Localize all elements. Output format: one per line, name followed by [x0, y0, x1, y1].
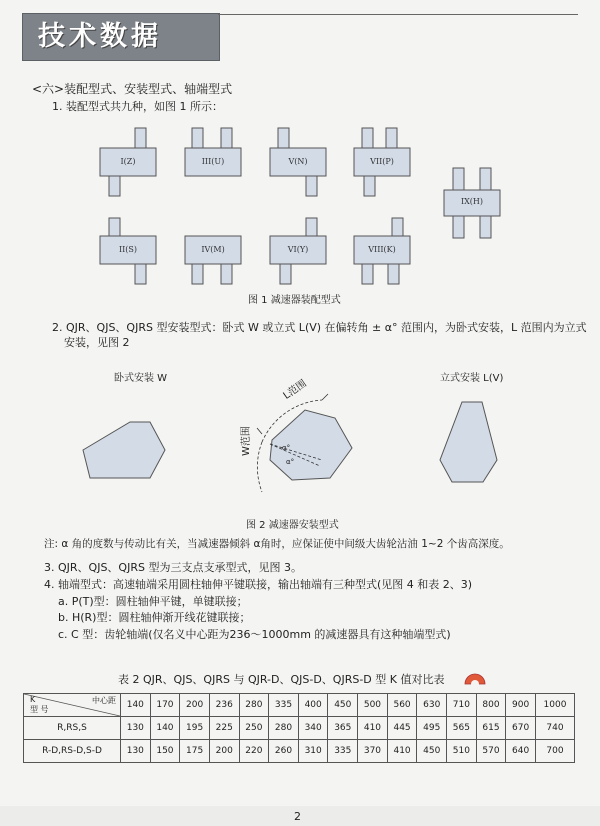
k-value-table — [23, 693, 575, 763]
shaft — [278, 128, 289, 148]
shaft — [453, 168, 464, 190]
header-cell: 335 — [269, 694, 299, 717]
item-4b-text: b. H(R)型：圆柱轴伸渐开线花键联接； — [58, 611, 251, 624]
shaft — [362, 264, 373, 284]
header-cell: 450 — [328, 694, 358, 717]
table-cell: 200 — [209, 740, 239, 763]
item-4c-text: c. C 型：齿轮轴端(仅名义中心距为236～1000mm 的减速器具有这种轴端型式) — [58, 628, 451, 641]
header-cell: 1000 — [535, 694, 574, 717]
table-cell: 565 — [447, 717, 477, 740]
header-cell: 500 — [358, 694, 388, 717]
fig1-label-7: IV(M) — [201, 245, 225, 254]
item-3-text: 3. QJR、QJS、QJRS 型为三支点支承型式，见图 3。 — [44, 561, 302, 574]
shaft — [362, 128, 373, 148]
header-cell: 630 — [417, 694, 447, 717]
fig1-label-9: VIII(K) — [368, 245, 396, 254]
fig1-label-6: II(S) — [118, 245, 138, 254]
table-cell: 130 — [121, 740, 151, 763]
header-cell: 236 — [209, 694, 239, 717]
item-4-text: 4. 轴端型式：高速轴端采用圆柱轴伸平键联接，输出轴端有三种型式(见图 4 和表 2、3) — [44, 578, 473, 591]
header-rule — [218, 14, 578, 15]
table-header-row — [24, 694, 575, 717]
table-cell: 150 — [150, 740, 180, 763]
fig1-label-8: VI(Y) — [287, 245, 309, 254]
fig1-label-4: VII(P) — [370, 157, 394, 166]
shaft — [135, 264, 146, 284]
shaft — [306, 218, 317, 236]
shaft — [280, 264, 291, 284]
table-cell: 670 — [506, 717, 536, 740]
table-cell: 450 — [417, 740, 447, 763]
figure-2-caption: 图 2 减速器安装型式 — [246, 520, 339, 531]
header-cell: 280 — [239, 694, 269, 717]
horizontal-gearbox-shape — [83, 422, 165, 478]
header-cell: 900 — [506, 694, 536, 717]
corner-top-label: 中心距 — [92, 696, 116, 705]
range-arc — [257, 442, 262, 492]
table-cell: 195 — [180, 717, 210, 740]
fig1-label-3: V(N) — [288, 157, 308, 166]
item-1-text: 1. 装配型式共九种，如图 1 所示： — [52, 100, 223, 113]
table-cell: 335 — [328, 740, 358, 763]
table-cell: 250 — [239, 717, 269, 740]
table-cell: 570 — [476, 740, 506, 763]
fig1-label-2: III(U) — [201, 157, 225, 166]
corner-k-label: K — [30, 695, 36, 704]
shaft — [306, 176, 317, 196]
item-2-line-1: 2. QJR、QJS、QJRS 型安装型式：卧式 W 或立式 L(V) 在偏转角 ± α° 范围内，为卧式安装，L 范围内为立式 — [52, 321, 587, 334]
figure-2-diagram — [0, 380, 600, 520]
table-cell: 130 — [121, 717, 151, 740]
page-number: 2 — [294, 810, 301, 823]
table-cell: 175 — [180, 740, 210, 763]
table-cell: 640 — [506, 740, 536, 763]
fig2-alpha-label-2: α° — [286, 458, 295, 466]
section-title: <六>装配型式、安装型式、轴端型式 — [32, 82, 233, 96]
fig2-alpha-label-1: α° — [282, 444, 291, 452]
shaft — [388, 264, 399, 284]
table-cell: 310 — [298, 740, 328, 763]
shaft — [135, 128, 146, 148]
table-cell: 140 — [150, 717, 180, 740]
fig2-W-range-label: W范围 — [241, 426, 252, 456]
header-cell: 170 — [150, 694, 180, 717]
fig2-horizontal-label: 卧式安装 W — [114, 373, 168, 384]
fig1-label-1: I(Z) — [120, 157, 136, 166]
table-row — [24, 740, 575, 763]
fig2-vertical-label: 立式安装 L(V) — [440, 373, 504, 384]
shaft — [392, 218, 403, 236]
item-2-line-2: 安装，见图 2 — [64, 336, 130, 349]
table-corner-cell — [24, 694, 121, 717]
table-cell: 700 — [535, 740, 574, 763]
shaft — [192, 264, 203, 284]
table-title: 表 2 QJR、QJS、QJRS 与 QJR-D、QJS-D、QJRS-D 型 K 值对比表 — [118, 673, 445, 686]
table-cell: 615 — [476, 717, 506, 740]
figure-1-caption: 图 1 减速器装配型式 — [248, 295, 341, 306]
shaft — [386, 128, 397, 148]
table-row — [24, 717, 575, 740]
table-cell: 280 — [269, 717, 299, 740]
header-cell: 800 — [476, 694, 506, 717]
shaft — [221, 128, 232, 148]
figure-1-diagram — [0, 118, 600, 298]
table-emblem-icon — [463, 668, 487, 686]
table-cell: 260 — [269, 740, 299, 763]
shaft — [109, 218, 120, 236]
shaft — [109, 176, 120, 196]
shaft — [453, 216, 464, 238]
vertical-gearbox-shape — [440, 402, 497, 482]
table-cell: 740 — [535, 717, 574, 740]
row-label: R,RS,S — [24, 717, 121, 740]
shaft — [221, 264, 232, 284]
table-cell: 510 — [447, 740, 477, 763]
table-cell: 410 — [387, 740, 417, 763]
fig2-L-range-label: L范围 — [281, 378, 309, 402]
range-leader — [257, 428, 262, 434]
table-cell: 220 — [239, 740, 269, 763]
header-cell: 200 — [180, 694, 210, 717]
table-cell: 370 — [358, 740, 388, 763]
row-label: R-D,RS-D,S-D — [24, 740, 121, 763]
header-cell: 400 — [298, 694, 328, 717]
shaft — [192, 128, 203, 148]
fig1-label-5: IX(H) — [460, 197, 484, 206]
table-cell: 445 — [387, 717, 417, 740]
header-cell: 710 — [447, 694, 477, 717]
shaft — [480, 168, 491, 190]
header-cell: 140 — [121, 694, 151, 717]
table-cell: 340 — [298, 717, 328, 740]
table-cell: 365 — [328, 717, 358, 740]
page-title: 技术数据 — [38, 21, 162, 52]
header-cell: 560 — [387, 694, 417, 717]
table-cell: 495 — [417, 717, 447, 740]
shaft — [364, 176, 375, 196]
table-cell: 410 — [358, 717, 388, 740]
note-text: 注: α 角的度数与传动比有关，当减速器倾斜 α角时，应保证使中间级大齿轮沾油 1~2 个齿高深度。 — [44, 538, 510, 550]
range-leader — [322, 394, 328, 400]
table-cell: 225 — [209, 717, 239, 740]
item-4a-text: a. P(T)型：圆柱轴伸平键，单键联接； — [58, 595, 248, 608]
shaft — [480, 216, 491, 238]
corner-bottom-label: 型 号 — [30, 705, 49, 714]
